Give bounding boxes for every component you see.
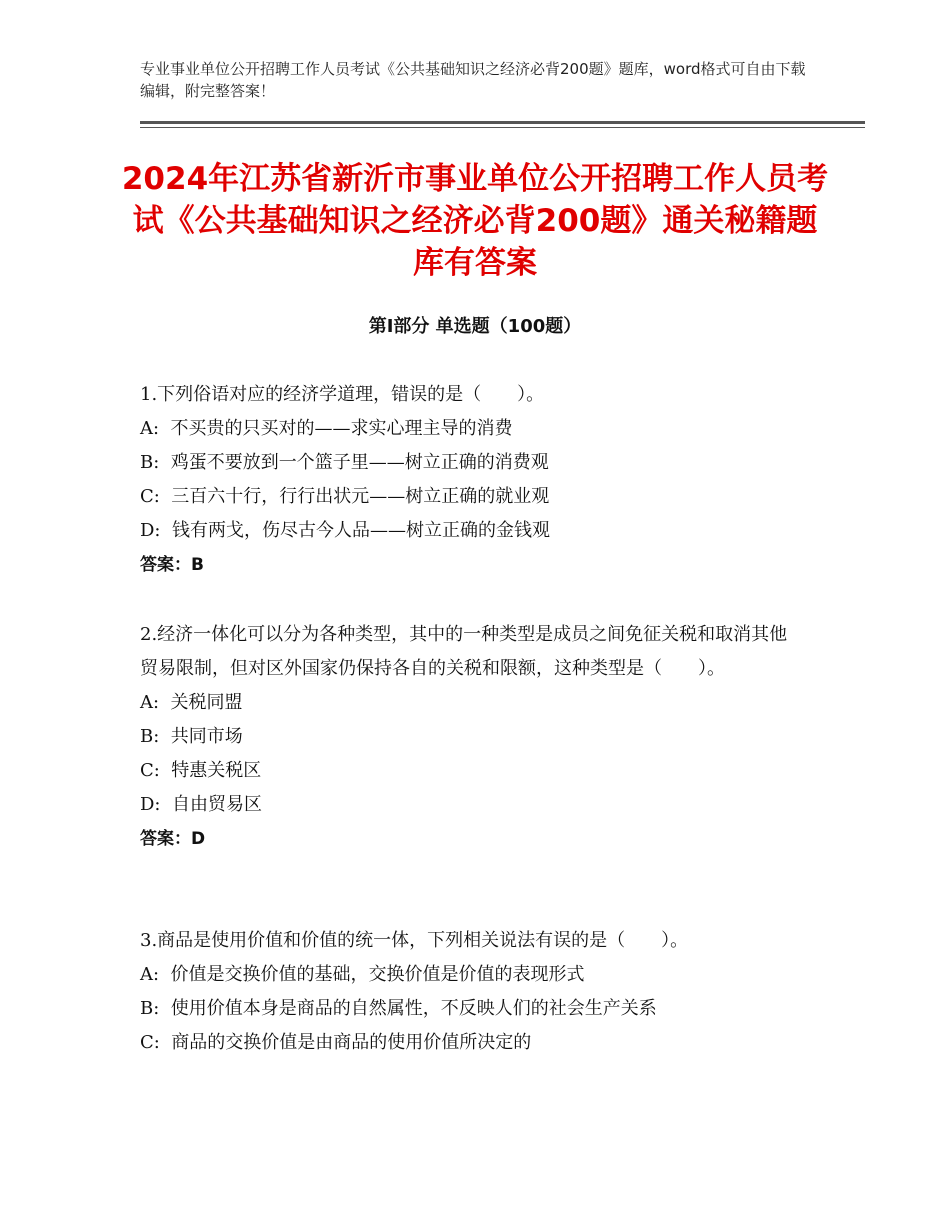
option-b: B: 使用价值本身是商品的自然属性，不反映人们的社会生产关系 <box>140 998 657 1019</box>
document-title: 2024年江苏省新沂市事业单位公开招聘工作人员考试《公共基础知识之经济必背200题》通关秘籍题库有答案 <box>121 161 829 281</box>
question-2 <box>140 618 800 856</box>
header-rule-thin <box>140 127 865 128</box>
option-a: A: 不买贵的只买对的——求实心理主导的消费 <box>140 418 513 439</box>
question-stem: 2.经济一体化可以分为各种类型，其中的一种类型是成员之间免征关税和取消其他贸易限制，但对区外国家仍保持各自的关税和限额，这种类型是（ ）。 <box>140 624 788 679</box>
question-stem: 1.下列俗语对应的经济学道理，错误的是（ ）。 <box>140 384 545 405</box>
option-b: B: 共同市场 <box>140 726 243 747</box>
question-3 <box>140 924 800 1060</box>
option-c: C: 三百六十行，行行出状元——树立正确的就业观 <box>140 486 550 507</box>
section-heading: 第Ⅰ部分 单选题（100题） <box>368 316 582 337</box>
option-a: A: 价值是交换价值的基础，交换价值是价值的表现形式 <box>140 964 585 985</box>
answer: 答案：B <box>140 555 204 575</box>
question-1 <box>140 378 800 582</box>
option-b: B: 鸡蛋不要放到一个篮子里——树立正确的消费观 <box>140 452 549 473</box>
answer: 答案：D <box>140 829 206 849</box>
option-d: D: 钱有两戈，伤尽古今人品——树立正确的金钱观 <box>140 520 550 541</box>
option-c: C: 商品的交换价值是由商品的使用价值所决定的 <box>140 1032 532 1053</box>
option-c: C: 特惠关税区 <box>140 760 262 781</box>
header-rule-thick <box>140 121 865 124</box>
header-note: 专业事业单位公开招聘工作人员考试《公共基础知识之经济必背200题》题库，word格式可自由下载编辑，附完整答案！ <box>140 60 806 100</box>
question-stem: 3.商品是使用价值和价值的统一体，下列相关说法有误的是（ ）。 <box>140 930 689 951</box>
option-a: A: 关税同盟 <box>140 692 243 713</box>
option-d: D: 自由贸易区 <box>140 794 262 815</box>
